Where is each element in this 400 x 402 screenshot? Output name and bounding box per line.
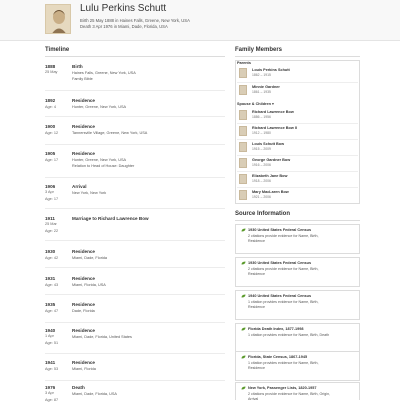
person-thumbnail xyxy=(239,158,247,168)
leaf-icon xyxy=(241,327,246,331)
source-title: 1940 United States Federal Census xyxy=(248,294,312,298)
member-name: Mary MacLaren Bow xyxy=(252,190,289,194)
event-type: Birth xyxy=(72,64,83,69)
leaf-icon xyxy=(241,355,246,359)
source-citation: 1 citation provides evidence for Name, Birth, Death xyxy=(248,333,330,337)
event-year: 1976 xyxy=(45,385,56,390)
event-year: 1911 xyxy=(45,216,55,221)
spouse[interactable] xyxy=(239,110,357,122)
event-note: Family Bible xyxy=(72,77,93,81)
member-name: George Gardner Bow xyxy=(252,158,291,162)
member-name: Louis Perkins Schutt xyxy=(252,68,290,72)
event-year: 1905 xyxy=(45,151,56,156)
event-divider xyxy=(45,353,225,354)
member-name: Louis Schutt Bow xyxy=(252,142,285,146)
event-type: Residence xyxy=(72,276,95,281)
child[interactable] xyxy=(239,174,357,186)
event-place: Miami, Dade, Florida, USA xyxy=(72,392,117,396)
child[interactable] xyxy=(239,158,357,170)
event-year: 1931 xyxy=(45,276,56,281)
member-name: Elizabeth Jane Bow xyxy=(252,174,288,178)
source-card[interactable] xyxy=(235,257,360,287)
portrait-image xyxy=(46,5,71,34)
event-age: Age: 51 xyxy=(45,341,59,345)
event-age: Age: 42 xyxy=(45,256,59,260)
event-place: Miami, Dade, Florida, United States xyxy=(72,335,132,339)
person-thumbnail xyxy=(239,190,247,200)
member-divider xyxy=(237,82,358,83)
source-citation: 2 citations provide evidence for Name, Birth, xyxy=(248,234,319,238)
source-citation-detail: Residence xyxy=(248,239,265,243)
event-place: Hunter, Greene, New York, USA xyxy=(72,105,127,109)
leaf-icon xyxy=(241,294,246,298)
event-divider xyxy=(45,177,225,178)
spouse-children-toggle[interactable] xyxy=(237,101,274,106)
member-years: 1916 – 2006 xyxy=(252,163,271,167)
source-citation-detail: Residence xyxy=(248,272,265,276)
child[interactable] xyxy=(239,142,357,154)
event-divider xyxy=(45,267,225,268)
person-thumbnail xyxy=(239,174,247,184)
member-divider xyxy=(237,187,358,188)
event-type: Residence xyxy=(72,328,95,333)
member-years: 1861 – 1935 xyxy=(252,90,271,94)
member-divider xyxy=(237,139,358,140)
event-age: Age: 53 xyxy=(45,367,59,371)
source-citation-detail: Arrival xyxy=(248,397,259,401)
event-date: 25 Mar xyxy=(45,222,57,226)
event-year: 1900 xyxy=(45,124,56,129)
event-age: Age: 17 xyxy=(45,158,59,162)
member-years: 1918 – 2006 xyxy=(252,179,271,183)
event-divider xyxy=(45,322,225,323)
event-divider xyxy=(45,294,225,295)
source-title: New York, Passenger Lists, 1820-1957 xyxy=(248,386,317,390)
member-divider xyxy=(237,123,358,124)
event-year: 1930 xyxy=(45,249,56,254)
event-age: Age: 17 xyxy=(45,197,59,201)
event-place: Hunter, Greene, New York, USA xyxy=(72,158,127,162)
member-years: 1862 – 1915 xyxy=(252,73,271,77)
person-thumbnail xyxy=(239,142,247,152)
event-divider xyxy=(45,90,225,91)
person-name: Lulu Perkins Schutt xyxy=(80,3,167,14)
timeline-title: Timeline xyxy=(45,47,70,53)
source-title: Florida, State Census, 1867-1945 xyxy=(248,355,308,359)
person-thumbnail xyxy=(239,126,247,136)
source-citation-detail: Residence xyxy=(248,305,265,309)
event-type: Death xyxy=(72,385,85,390)
leaf-icon xyxy=(241,228,246,232)
birth-summary: Birth 25 May 1888 in Haines Falls, Greene, New York, USA xyxy=(80,18,190,23)
person-header xyxy=(0,0,400,41)
event-year: 1941 xyxy=(45,360,56,365)
event-type: Arrival xyxy=(72,184,87,189)
member-years: 1886 – 1956 xyxy=(252,115,271,119)
event-year: 1935 xyxy=(45,302,56,307)
event-date: 3 Apr xyxy=(45,391,54,395)
family-members-title: Family Members xyxy=(235,47,283,53)
event-year: 1892 xyxy=(45,98,56,103)
sources-rule xyxy=(235,220,360,221)
member-name: Richard Lawrence Bow II xyxy=(252,126,297,130)
event-divider xyxy=(45,144,225,145)
event-date: 3 Apr xyxy=(45,190,54,194)
person-thumbnail xyxy=(239,68,247,78)
event-type: Residence xyxy=(72,151,95,156)
event-place: Miami, Dade, Florida xyxy=(72,256,108,260)
source-title: 1930 United States Federal Census xyxy=(248,228,312,232)
event-note: Relation to Head of House: Daughter xyxy=(72,164,135,168)
source-citation: 1 citation provides evidence for Name, Birth, xyxy=(248,300,319,304)
event-year: 1940 xyxy=(45,328,56,333)
source-card[interactable] xyxy=(235,224,360,254)
event-type: Marriage to Richard Lawrence Bow xyxy=(72,216,149,221)
member-years: 1912 – 1980 xyxy=(252,131,271,135)
source-citation: 1 citation provides evidence for Name, Birth, xyxy=(248,361,319,365)
source-information-title: Source Information xyxy=(235,211,291,217)
timeline-rule xyxy=(45,56,225,57)
event-place: Miami, Florida xyxy=(72,367,96,371)
source-title: Florida Death Index, 1877-1998 xyxy=(248,327,304,331)
event-type: Residence xyxy=(72,302,95,307)
event-divider xyxy=(45,240,225,241)
person-thumbnail xyxy=(239,110,247,120)
event-place: Dade, Florida xyxy=(72,309,95,313)
event-place: Miami, Florida, USA xyxy=(72,283,106,287)
parents-label: Parents xyxy=(237,61,251,65)
spouse-children-label: Spouse & Children xyxy=(237,102,271,106)
chevron-down-icon: ▾ xyxy=(272,102,274,106)
event-age: Age: 43 xyxy=(45,283,59,287)
member-name: Richard Lawrence Bow xyxy=(252,110,294,114)
parent-mother[interactable] xyxy=(239,85,357,97)
leaf-icon xyxy=(241,261,246,265)
event-date: 1 Apr xyxy=(45,334,54,338)
event-type: Residence xyxy=(72,249,95,254)
event-place: Tannersville Village, Greene, New York, USA xyxy=(72,131,148,135)
event-age: Age: 4 xyxy=(45,105,56,109)
leaf-icon xyxy=(241,386,246,390)
event-divider xyxy=(45,116,225,117)
event-age: Age: 12 xyxy=(45,131,59,135)
member-divider xyxy=(237,171,358,172)
source-citation: 2 citations provide evidence for Name, Birth, Origin, xyxy=(248,392,331,396)
event-type: Residence xyxy=(72,98,95,103)
member-name: Minnie Gardner xyxy=(252,85,280,89)
event-place: Haines Falls, Greene, New York, USA xyxy=(72,71,136,75)
member-years: 1915 – 2009 xyxy=(252,147,271,151)
event-divider xyxy=(45,208,225,209)
event-divider xyxy=(45,380,225,381)
event-age: Age: 87 xyxy=(45,398,59,402)
source-title: 1930 United States Federal Census xyxy=(248,261,312,265)
source-card[interactable] xyxy=(235,382,360,400)
event-year: 1906 xyxy=(45,184,56,189)
event-age: Age: 22 xyxy=(45,229,59,233)
parent-father[interactable] xyxy=(239,68,357,80)
child[interactable] xyxy=(239,190,357,202)
source-card[interactable] xyxy=(235,290,360,320)
member-divider xyxy=(237,155,358,156)
source-card[interactable] xyxy=(235,323,360,353)
person-thumbnail xyxy=(239,85,247,95)
death-summary: Death 3 Apr 1976 in Miami, Dade, Florida, USA xyxy=(80,24,168,29)
event-year: 1888 xyxy=(45,64,56,69)
source-citation: 2 citations provide evidence for Name, Birth, xyxy=(248,267,319,271)
member-years: 1921 – 2006 xyxy=(252,195,271,199)
event-date: 25 May xyxy=(45,70,58,74)
family-rule xyxy=(235,56,360,57)
child[interactable] xyxy=(239,126,357,138)
portrait-photo[interactable] xyxy=(45,4,71,34)
event-type: Residence xyxy=(72,124,95,129)
source-card[interactable] xyxy=(235,351,360,381)
source-citation-detail: Residence xyxy=(248,366,265,370)
event-type: Residence xyxy=(72,360,95,365)
event-place: New York, New York xyxy=(72,191,107,195)
event-age: Age: 47 xyxy=(45,309,59,313)
